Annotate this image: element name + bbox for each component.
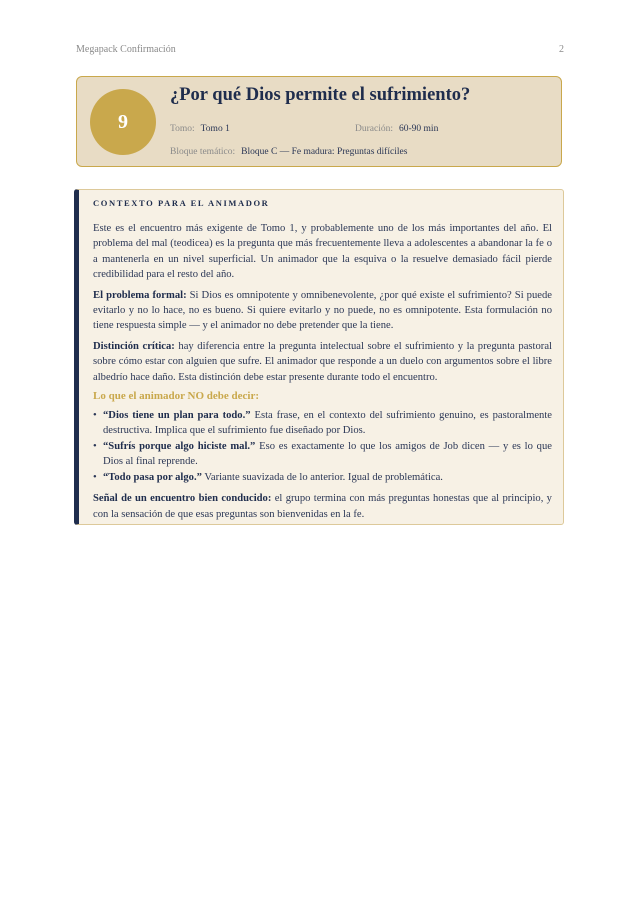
critical-distinction-label: Distinción crítica: — [93, 340, 175, 352]
bullet-icon: • — [93, 440, 97, 452]
formal-problem-label: El problema formal: — [93, 289, 187, 301]
success-signal-text: el grupo termina con más preguntas honestas que al principio, y con la sensación de que esas preguntas son bienvenidas en la fe. — [93, 493, 552, 520]
context-intro: Este es el encuentro más exigente de Tomo 1, y probablemente uno de los más importantes del año. El problema del mal (teodicea) es la pregunta que más frecuentemente lleva a adolescentes a abandonar la fe o a mantenerla en un nivel superficial. Un animador que la esquiva o la resuelve demasiado fácil pierde credibilidad para el resto del año. — [93, 223, 552, 281]
duracion-label: Duración: — [355, 124, 393, 134]
meta-duracion — [355, 124, 438, 134]
list-item-quote: “Dios tiene un plan para todo.” — [103, 410, 251, 422]
warning-heading: Lo que el animador NO debe decir: — [93, 390, 260, 403]
success-signal-label: Señal de un encuentro bien conducido: — [93, 493, 272, 505]
success-signal-paragraph — [93, 491, 552, 522]
list-item-quote: “Sufrís porque algo hiciste mal.” — [103, 440, 256, 452]
list-item-text: Esta frase, en el contexto del sufrimiento genuino, es pastoralmente destructiva. Implica que el sufrimiento fue diseñado por Dios. — [103, 410, 552, 437]
bullet-icon: • — [93, 471, 97, 483]
critical-distinction-text: hay diferencia entre la pregunta intelectual sobre el sufrimiento y la pregunta pastoral sobre cómo estar con alguien que sufre. El animador que responde a un duelo con argumentos sobre el libre albedrío hace daño. Esta distinción debe estar presente durante todo el encuentro. — [93, 340, 552, 383]
context-box — [74, 189, 564, 525]
list-item-text: Variante suavizada de lo anterior. Igual de problemática. — [204, 471, 443, 483]
bloque-label: Bloque temático: — [170, 147, 236, 157]
session-number-badge: 9 — [90, 89, 156, 155]
tomo-label: Tomo: — [170, 124, 195, 134]
duracion-value: 60-90 min — [399, 124, 439, 134]
tomo-value: Tomo 1 — [200, 124, 230, 134]
session-title: ¿Por qué Dios permite el sufrimiento? — [170, 85, 471, 105]
running-header — [76, 44, 564, 55]
context-label: CONTEXTO PARA EL ANIMADOR — [93, 198, 270, 208]
page-number: 2 — [559, 44, 564, 55]
session-card — [76, 76, 562, 167]
list-item-text: Eso es exactamente lo que los amigos de Job dicen — y es lo que Dios al final reprende. — [103, 440, 552, 468]
list-item — [93, 408, 552, 439]
bullet-icon: • — [93, 410, 97, 422]
list-item-quote: “Todo pasa por algo.” — [103, 471, 202, 483]
formal-problem-text: Si Dios es omnipotente y omnibenevolente, ¿por qué existe el sufrimiento? Si puede evitarlo y no lo hace, no es bueno. Si quiere evitarlo y no puede, no es omnipotente. Esta formulación no tiene respuesta simple — y el animador no debe pretender que la tiene. — [93, 289, 552, 332]
list-item — [93, 470, 552, 485]
critical-distinction-paragraph — [93, 339, 552, 385]
meta-bloque — [170, 147, 407, 157]
forbidden-phrases-list — [93, 408, 552, 485]
meta-tomo — [170, 124, 230, 134]
list-item — [93, 439, 552, 470]
formal-problem-paragraph — [93, 288, 552, 334]
bloque-value: Bloque C — Fe madura: Preguntas difíciles — [241, 147, 408, 157]
document-title: Megapack Confirmación — [76, 44, 176, 55]
